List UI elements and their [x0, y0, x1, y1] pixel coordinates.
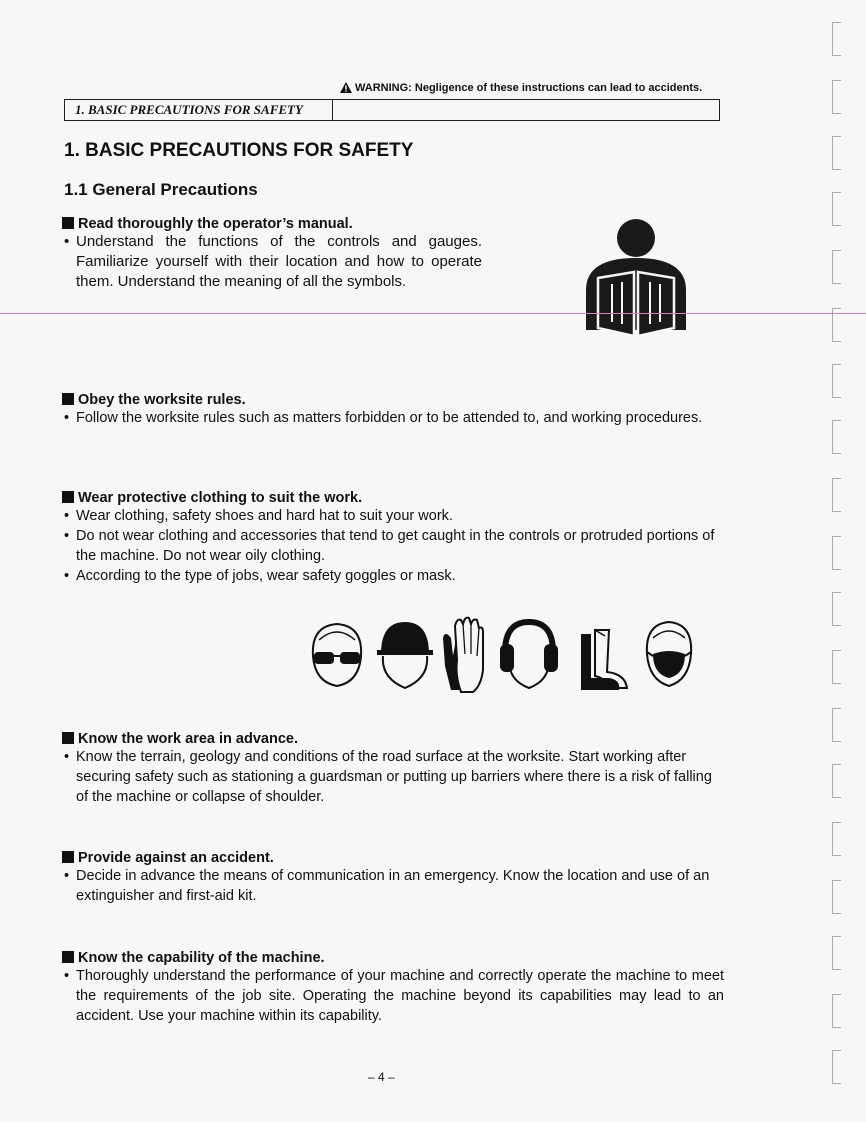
- square-bullet-icon: [62, 851, 74, 863]
- section-work-area: [62, 731, 724, 807]
- edge-mark: [832, 364, 841, 398]
- edge-mark: [832, 764, 841, 798]
- safety-goggles-icon: [313, 624, 361, 686]
- hard-hat-icon: [377, 622, 433, 688]
- warning-text: WARNING: Negligence of these instructions can lead to accidents.: [355, 82, 703, 94]
- section-title: Wear protective clothing to suit the work.: [62, 490, 724, 506]
- edge-mark: [832, 536, 841, 570]
- bullet-item: • Follow the worksite rules such as matters forbidden or to be attended to, and working procedures.: [62, 408, 724, 428]
- person-reading-manual-icon: [578, 218, 694, 338]
- page-subtitle: 1.1 General Precautions: [64, 180, 258, 199]
- edge-mark: [832, 136, 841, 170]
- section-protective-clothing: [62, 490, 724, 586]
- edge-mark: [832, 822, 841, 856]
- square-bullet-icon: [62, 217, 74, 229]
- edge-mark: [832, 80, 841, 114]
- warning-triangle-icon: [340, 82, 352, 93]
- scan-divider-line: [0, 313, 866, 314]
- bullet-item: • Do not wear clothing and accessories that tend to get caught in the controls or protruded portions of the machine. Do not wear oily clothing.: [62, 526, 724, 566]
- section-header-box: [64, 99, 720, 121]
- section-operators-manual: [62, 216, 482, 292]
- ear-muffs-icon: [500, 622, 558, 688]
- edge-mark: [832, 22, 841, 56]
- edge-mark: [832, 936, 841, 970]
- edge-mark: [832, 708, 841, 742]
- bullet-item: • Thoroughly understand the performance of your machine and correctly operate the machine to meet the requirements of the job site. Operating the machine beyond its capabilities may lead to an accident. Use your machine within its capability.: [62, 966, 724, 1026]
- protective-gear-icons: [305, 616, 695, 696]
- edge-mark: [832, 420, 841, 454]
- safety-boots-icon: [581, 630, 627, 690]
- square-bullet-icon: [62, 491, 74, 503]
- section-worksite-rules: [62, 392, 724, 428]
- edge-mark: [832, 250, 841, 284]
- edge-mark: [832, 308, 841, 342]
- section-title: Know the capability of the machine.: [62, 950, 724, 966]
- dust-mask-icon: [647, 622, 691, 686]
- section-title: Obey the worksite rules.: [62, 392, 724, 408]
- edge-mark: [832, 592, 841, 626]
- page-number: – 4 –: [368, 1070, 395, 1084]
- square-bullet-icon: [62, 393, 74, 405]
- section-title: Know the work area in advance.: [62, 731, 724, 747]
- bullet-item: • Wear clothing, safety shoes and hard hat to suit your work.: [62, 506, 724, 526]
- square-bullet-icon: [62, 951, 74, 963]
- bullet-item: • According to the type of jobs, wear safety goggles or mask.: [62, 566, 724, 586]
- warning-banner: [340, 82, 702, 94]
- page-title: 1. BASIC PRECAUTIONS FOR SAFETY: [64, 140, 414, 161]
- edge-mark: [832, 1050, 841, 1084]
- bullet-item: • Know the terrain, geology and conditions of the road surface at the worksite. Start working after securing safety such as stationing a guardsman or putting up barriers where there is a risk of falling of the machine or collapse of shoulder.: [62, 747, 724, 807]
- section-header-tab: 1. BASIC PRECAUTIONS FOR SAFETY: [65, 100, 333, 120]
- bullet-item: • Understand the functions of the controls and gauges. Familiarize yourself with their location and how to operate them. Understand the meaning of all the symbols.: [62, 232, 482, 292]
- edge-mark: [832, 994, 841, 1028]
- bullet-item: • Decide in advance the means of communication in an emergency. Know the location and use of an extinguisher and first-aid kit.: [62, 866, 724, 906]
- section-title: Provide against an accident.: [62, 850, 724, 866]
- section-capability: [62, 950, 724, 1026]
- section-accident: [62, 850, 724, 906]
- edge-mark: [832, 650, 841, 684]
- square-bullet-icon: [62, 732, 74, 744]
- section-title: Read thoroughly the operator’s manual.: [62, 216, 482, 232]
- edge-mark: [832, 192, 841, 226]
- safety-gloves-icon: [443, 618, 483, 692]
- edge-mark: [832, 880, 841, 914]
- edge-mark: [832, 478, 841, 512]
